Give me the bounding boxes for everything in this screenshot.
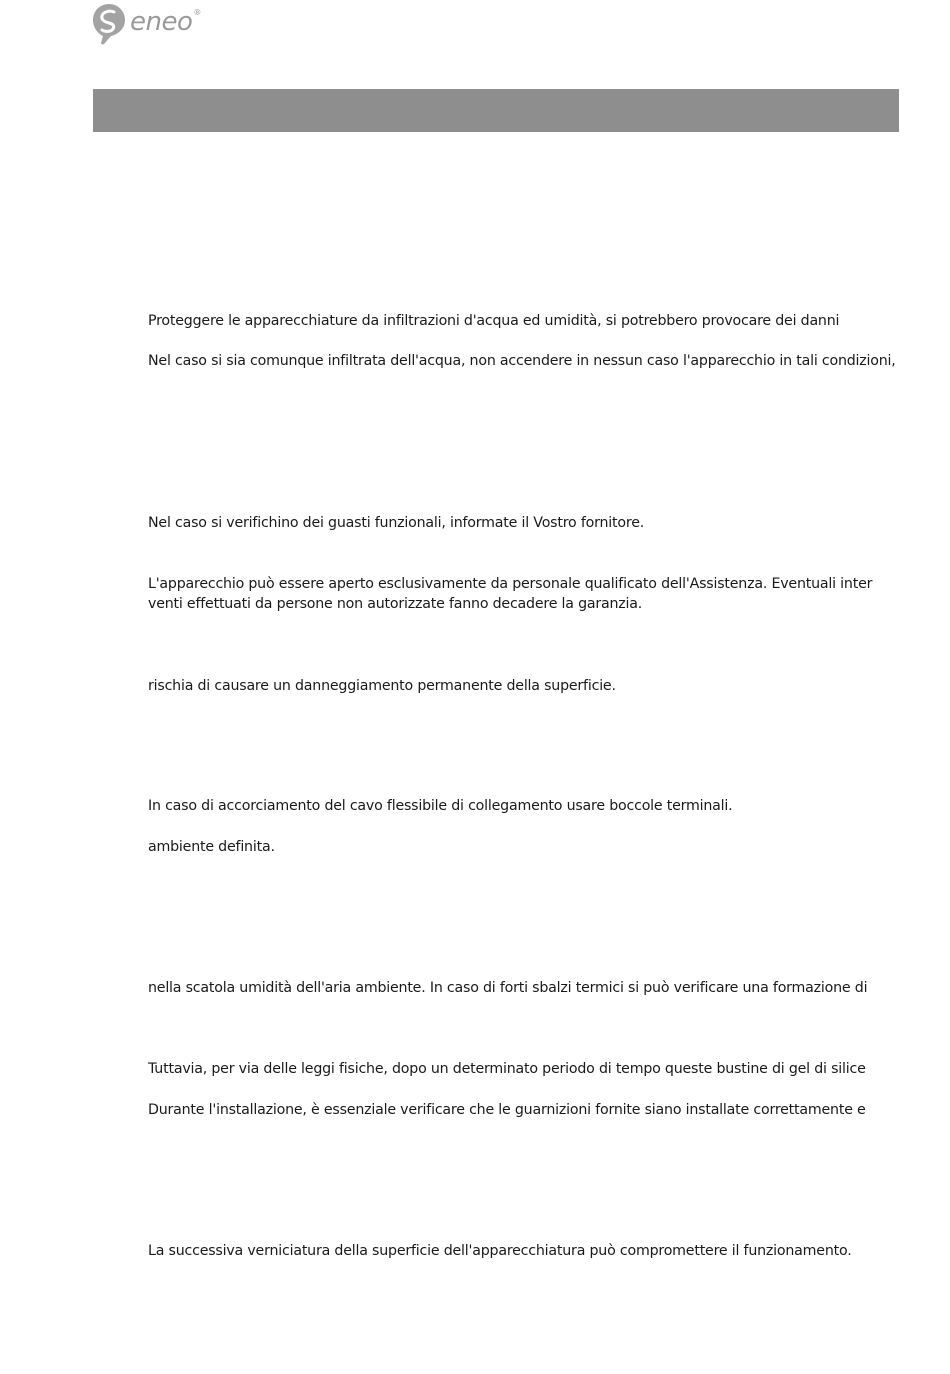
text-line: Nel caso si sia comunque infiltrata dell'acqua, non accendere in nessun caso l'apparecchio in tali condizioni, — [148, 353, 896, 369]
text-line: rischia di causare un danneggiamento permanente della superficie. — [148, 678, 616, 694]
text-line: Nel caso si verifichino dei guasti funzionali, informate il Vostro fornitore. — [148, 515, 645, 531]
registered-mark: ® — [193, 8, 201, 17]
text-line: Durante l'installazione, è essenziale verificare che le guarnizioni fornite siano installate correttamente e — [148, 1102, 866, 1118]
text-line: La successiva verniciatura della superficie dell'apparecchiatura può compromettere il funzionamento. — [148, 1243, 852, 1259]
eneo-logo-mark-icon — [92, 3, 126, 45]
brand-name: eneo — [130, 7, 193, 37]
text-line: ambiente definita. — [148, 839, 275, 855]
eneo-logo — [92, 2, 201, 46]
text-line: nella scatola umidità dell'aria ambiente. In caso di forti sbalzi termici si può verificare una formazione di — [148, 980, 868, 996]
eneo-logo-wordmark — [130, 9, 201, 35]
text-line: In caso di accorciamento del cavo flessibile di collegamento usare boccole terminali. — [148, 798, 733, 814]
text-line: venti effettuati da persone non autorizzate fanno decadere la garanzia. — [148, 596, 643, 612]
text-line: L'apparecchio può essere aperto esclusivamente da personale qualificato dell'Assistenza. Eventuali inter — [148, 576, 873, 592]
text-line: Tuttavia, per via delle leggi fisiche, dopo un determinato periodo di tempo queste bustine di gel di silice — [148, 1061, 866, 1077]
section-header-bar — [93, 89, 899, 132]
text-line: Proteggere le apparecchiature da infiltrazioni d'acqua ed umidità, si potrebbero provocare dei danni — [148, 313, 840, 329]
